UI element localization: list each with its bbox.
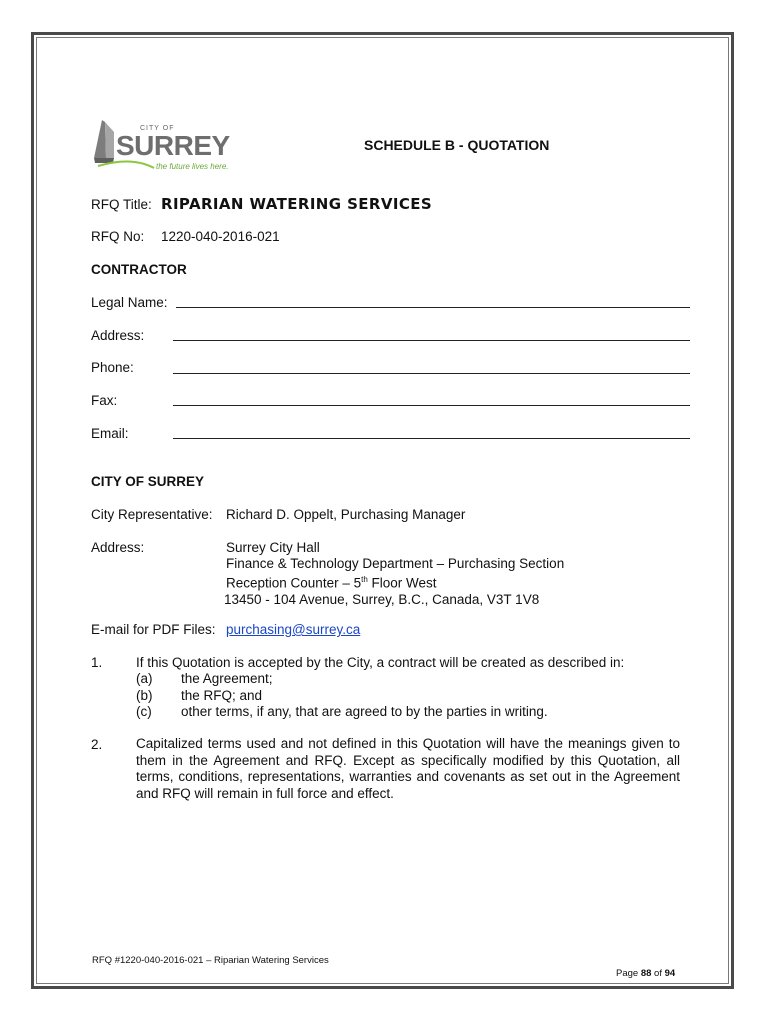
clause-1-text: If this Quotation is accepted by the City, a contract will be created as described in: bbox=[136, 655, 625, 670]
footer-rfq-reference: RFQ #1220-040-2016-021 – Riparian Watering Services bbox=[92, 955, 329, 966]
clause-1-item-mark: (a) bbox=[136, 671, 153, 686]
clause-1-item-mark: (c) bbox=[136, 704, 152, 719]
page-number: Page 88 of 94 bbox=[616, 968, 676, 979]
clause-1-item-mark: (b) bbox=[136, 688, 153, 703]
email-field[interactable] bbox=[173, 438, 690, 439]
city-address-line-1: Surrey City Hall bbox=[226, 540, 320, 555]
legal-name-field[interactable] bbox=[176, 307, 690, 308]
page-title: SCHEDULE B - QUOTATION bbox=[364, 137, 550, 153]
city-heading: CITY OF SURREY bbox=[91, 474, 205, 489]
phone-field[interactable] bbox=[173, 373, 690, 374]
clause-1-item-text: the Agreement; bbox=[181, 671, 273, 686]
phone-label: Phone: bbox=[91, 360, 134, 375]
clause-1-item-text: other terms, if any, that are agreed to by the parties in writing. bbox=[181, 704, 548, 719]
logo-tagline: the future lives here. bbox=[156, 162, 229, 171]
email-pdf-link[interactable]: purchasing@surrey.ca bbox=[226, 622, 361, 637]
fax-label: Fax: bbox=[91, 393, 118, 408]
legal-name-label: Legal Name: bbox=[91, 295, 168, 310]
city-logo bbox=[92, 116, 232, 174]
rfq-no-value: 1220-040-2016-021 bbox=[161, 229, 280, 244]
contractor-heading: CONTRACTOR bbox=[91, 262, 187, 277]
city-rep-value: Richard D. Oppelt, Purchasing Manager bbox=[226, 507, 466, 522]
city-address-line-2: Finance & Technology Department – Purchasing Section bbox=[226, 556, 565, 571]
rfq-title-value: RIPARIAN WATERING SERVICES bbox=[161, 195, 433, 213]
city-address-line-3: Reception Counter – 5th Floor West bbox=[226, 575, 437, 591]
clause-1-number: 1. bbox=[91, 655, 103, 670]
rfq-no-label: RFQ No: bbox=[91, 229, 145, 244]
city-address-line-4: 13450 - 104 Avenue, Surrey, B.C., Canada, V3T 1V8 bbox=[224, 591, 540, 607]
email-label: Email: bbox=[91, 426, 129, 441]
address-field[interactable] bbox=[173, 340, 690, 341]
clause-1-item-text: the RFQ; and bbox=[181, 688, 263, 703]
city-address-block bbox=[226, 540, 564, 608]
clause-2-text: Capitalized terms used and not defined in this Quotation will have the meanings given to them in the Agreement and RFQ. Except as specifically modified by this Quotation, all terms, conditions, representations, warranties and covenants as set out in the Agreement and RFQ will remain in full force and effect. bbox=[136, 736, 680, 801]
clause-2-number: 2. bbox=[91, 737, 103, 752]
email-pdf-label: E-mail for PDF Files: bbox=[91, 622, 216, 637]
logo-small-text: CITY OF bbox=[140, 125, 175, 132]
address-label: Address: bbox=[91, 328, 145, 343]
rfq-title-label: RFQ Title: bbox=[91, 197, 152, 212]
fax-field[interactable] bbox=[173, 405, 690, 406]
logo-main-text: SURREY bbox=[116, 130, 230, 161]
city-address-label: Address: bbox=[91, 540, 145, 555]
city-rep-label: City Representative: bbox=[91, 507, 213, 522]
